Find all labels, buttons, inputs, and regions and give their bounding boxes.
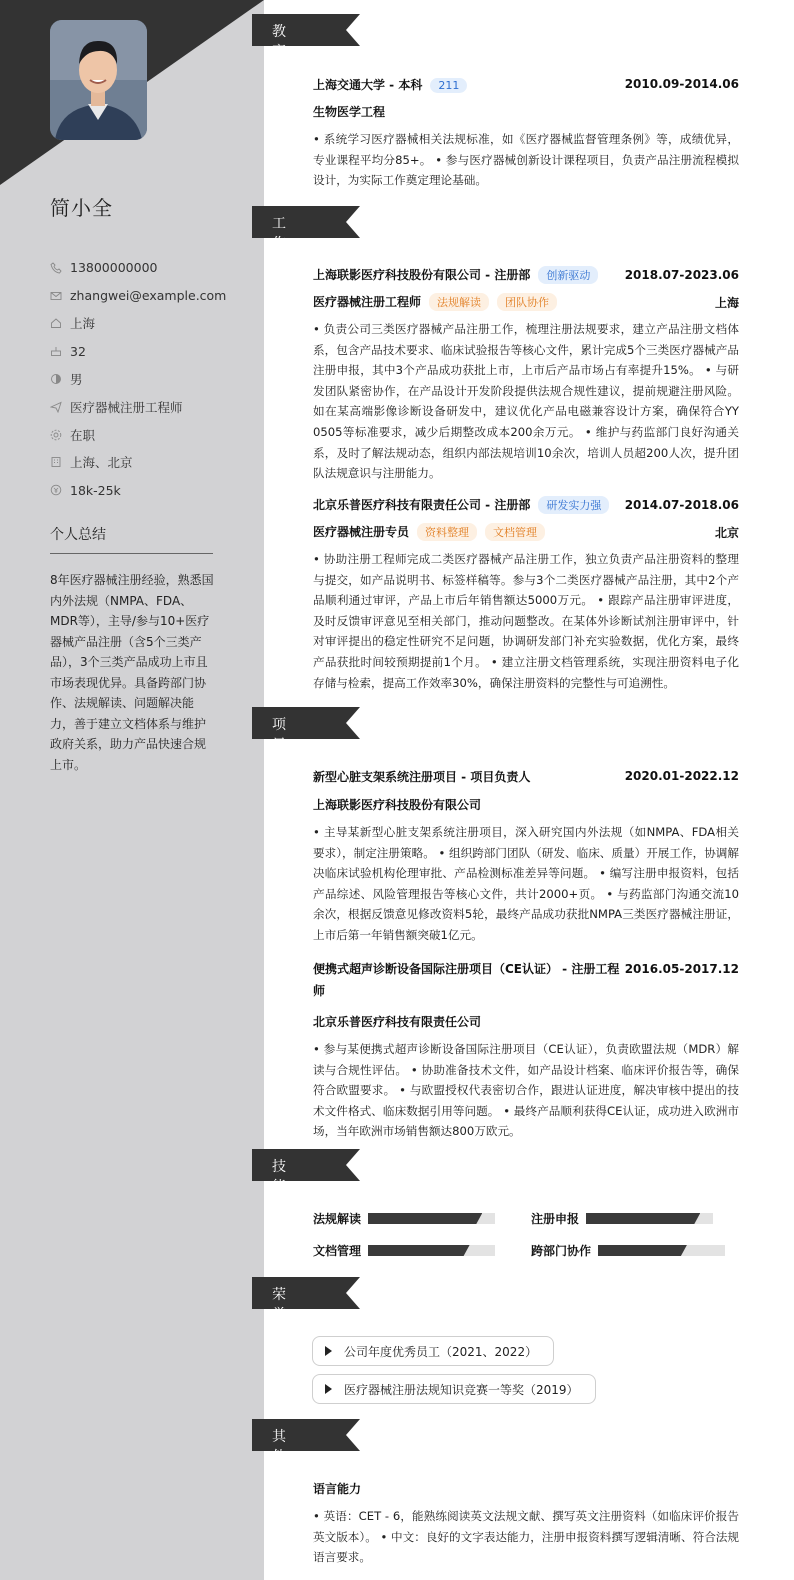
contact-phone-value: 13800000000 [70,260,158,276]
education-major: 生物医学工程 [313,105,386,119]
contact-status-value: 在职 [70,427,96,443]
skill-label: 跨部门协作 [531,1244,592,1258]
skill-label: 注册申报 [531,1212,580,1226]
contact-phone [50,254,240,282]
skill-bar-fill [598,1245,687,1256]
home-icon [50,317,62,329]
contact-list [50,254,240,504]
skill-label: 法规解读 [313,1212,362,1226]
phone-icon [50,262,62,274]
cake-icon [50,345,62,357]
contact-status [50,421,240,449]
contact-job-value: 医疗器械注册工程师 [70,399,183,415]
project-date: 2016.05-2017.12 [624,962,739,976]
work-company-tag: 研发实力强 [538,496,609,514]
work-date: 2014.07-2018.06 [624,498,739,512]
email-icon [50,290,62,302]
person-name: 简小全 [50,196,113,220]
contact-cities-value: 上海、北京 [70,455,133,471]
work-role: 医疗器械注册工程师 [313,295,422,309]
avatar [50,20,147,140]
project-title: 新型心脏支架系统注册项目 - 项目负责人 [313,769,531,784]
summary-text: 8年医疗器械注册经验，熟悉国内外法规（NMPA、FDA、MDR等），主导/参与10+医疗器械产品注册（含5个三类产品），3个三类产品成功上市且市场表现优异。具备跨部门协作、法规解读、问题解决能力，善于建立文档体系与维护政府关系，助力产品快速合规上市。 [50,573,214,772]
work-company-tag: 创新驱动 [538,266,598,284]
work-item [313,266,739,484]
contact-age-value: 32 [70,343,86,359]
other-desc: • 英语：CET - 6，能熟练阅读英文法规文献、撰写英文注册资料（如临床评价报告英文版本）。 • 中文：良好的文字表达能力，注册申报资料撰写逻辑清晰、符合法规语言要求。 [313,1509,739,1565]
work-city: 上海 [714,295,739,310]
work-role-line [313,523,545,541]
other-title: 语言能力 [313,1482,362,1496]
award-text: 公司年度优秀员工（2021、2022） [344,1344,538,1359]
work-date: 2018.07-2023.06 [624,268,739,282]
work-role-tag: 文档管理 [485,523,545,541]
project-title: 便携式超声诊断设备国际注册项目（CE认证） - 注册工程师 [313,962,620,998]
contact-gender-value: 男 [70,372,83,388]
work-role-tag: 资料整理 [417,523,477,541]
contact-email [50,282,240,310]
skill-item [313,1210,495,1227]
skill-bar-fill [586,1213,700,1224]
skill-label: 文档管理 [313,1244,362,1258]
education-date: 2010.09-2014.06 [624,77,739,91]
section-title-other: 其他信息 [272,1429,287,1505]
contact-city [50,310,240,338]
work-company: 上海联影医疗科技股份有限公司 - 注册部 [313,268,531,282]
project-org: 北京乐普医疗科技有限责任公司 [313,1015,482,1029]
education-tag: 211 [430,78,467,93]
education-block [313,75,739,191]
contact-salary-value: 18k-25k [70,482,121,498]
section-title-honors: 荣誉奖项 [272,1287,287,1363]
contact-gender [50,365,240,393]
work-company: 北京乐普医疗科技有限责任公司 - 注册部 [313,498,531,512]
project-desc: • 参与某便携式超声诊断设备国际注册项目（CE认证），负责欧盟法规（MDR）解读与合规性评估。 • 协助准备技术文件，如产品设计档案、临床评价报告等，确保符合欧盟要求。 • 与欧盟授权代表密切合作，跟进认证进度，解决审核中提出的技术文件格式、临床数据引用等问题。 • 最终产品顺利获得CE认证，成功进入欧洲市场，当年欧洲市场销售额达800万欧元。 [313,1042,739,1139]
project-org: 上海联影医疗科技股份有限公司 [313,798,482,812]
work-company-line [313,266,598,284]
status-icon [50,429,62,441]
work-role: 医疗器械注册专员 [313,525,410,539]
education-desc: • 系统学习医疗器械相关法规标准，如《医疗器械监督管理条例》等，成绩优异，专业课程平均分85+。 • 参与医疗器械创新设计课程项目，负责产品注册流程模拟设计，为实际工作奠定理论基础。 [313,132,739,188]
work-role-line [313,293,557,311]
skill-bar [368,1213,495,1224]
send-icon [50,401,62,413]
contact-city-value: 上海 [70,316,96,332]
skill-item [531,1242,725,1259]
contact-salary [50,476,240,504]
work-desc: • 协助注册工程师完成二类医疗器械产品注册工作，独立负责产品注册资料的整理与提交，如产品说明书、标签样稿等。参与3个二类医疗器械产品注册，其中2个产品顺利通过审评，产品上市后年销售额达5000万元。 • 跟踪产品注册审评进度，及时反馈审评意见至相关部门，推动问题整改。在某体外诊断试剂注册审评中，针对审评提出的稳定性研究不足问题，协调研发部门补充实验数据，优化方案，最终产品获批时间较预期提前1个月。 • 建立注册文档管理系统，实现注册资料电子化存储与检索，提高工作效率30%，确保注册资料的完整性与可追溯性。 [313,552,739,690]
contact-email-value: zhangwei@example.com [70,288,227,304]
contact-cities [50,449,240,477]
section-title-skills: 技能专长 [272,1159,287,1235]
section-title-work: 工作经历 [272,216,287,292]
skill-bar-fill [368,1213,482,1224]
work-company-line [313,496,609,514]
project-item [313,958,739,1142]
contact-job [50,393,240,421]
summary-title: 个人总结 [50,524,213,554]
section-title-project: 项目经历 [272,717,287,793]
skill-item [313,1242,495,1259]
education-school-line [313,76,467,93]
other-block [313,1480,739,1568]
work-role-tag: 团队协作 [497,293,557,311]
skill-bar-fill [368,1245,470,1256]
section-title-education: 教育经历 [272,24,287,100]
money-icon [50,484,62,496]
award-item [312,1336,554,1366]
project-date: 2020.01-2022.12 [624,769,739,783]
education-school: 上海交通大学 - 本科 [313,77,423,92]
award-text: 医疗器械注册法规知识竞赛一等奖（2019） [344,1382,579,1397]
triangle-bullet-icon [325,1384,332,1394]
work-desc: • 负责公司三类医疗器械产品注册工作，梳理注册法规要求，建立产品注册文档体系，包含产品技术要求、临床试验报告等核心文件，累计完成5个三类医疗器械产品注册申报，其中3个产品成功获批上市，上市后产品市场占有率提升15%。 • 与研发团队紧密协作，在产品设计开发阶段提供法规合规性建议，提前规避注册风险。如在某高端影像诊断设备研发中，建议优化产品电磁兼容设计方案，确保符合YY 0505等标准要求，减少后期整改成本200余万元。 • 维护与药监部门良好沟通关系，及时了解法规动态，组织内部法规培训10余次，培训人员超200人次，提升团队法规意识与注册能力。 [313,322,739,481]
contact-age [50,337,240,365]
work-item [313,496,739,693]
project-item [313,767,739,946]
triangle-bullet-icon [325,1346,332,1356]
sidebar [0,0,264,1580]
skill-bar [368,1245,495,1256]
work-city: 北京 [714,525,739,540]
work-role-tag: 法规解读 [429,293,489,311]
gender-icon [50,373,62,385]
skill-item [531,1210,713,1227]
project-desc: • 主导某新型心脏支架系统注册项目，深入研究国内外法规（如NMPA、FDA相关要求），制定注册策略。 • 组织跨部门团队（研发、临床、质量）开展工作，协调解决临床试验机构伦理审批、产品检测标准差异等问题。 • 编写注册申报资料，包括产品综述、风险管理报告等核心文件，共计2000+页。 • 与药监部门沟通交流10余次，根据反馈意见修改资料5轮，最终产品成功获批NMPA三类医疗器械注册证，上市后第一年销售额突破1亿元。 [313,825,739,942]
skill-bar [586,1213,713,1224]
skill-bar [598,1245,725,1256]
building-icon [50,456,62,468]
award-item [312,1374,596,1404]
